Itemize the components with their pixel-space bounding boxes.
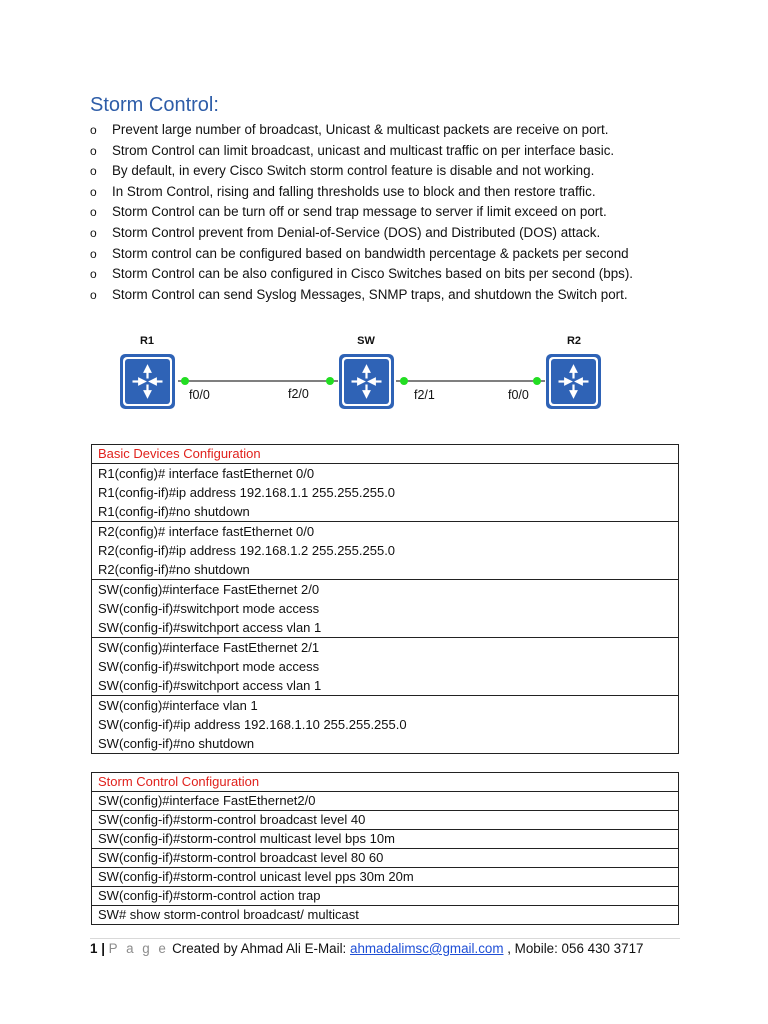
bullet-marker: o [90, 246, 97, 261]
page-footer [90, 941, 643, 956]
page-word: P a g e [108, 941, 169, 956]
bullet-marker: o [90, 205, 97, 220]
list-item: o Storm Control prevent from Denial-of-Service (DOS) and Distributed (DOS) attack. [90, 223, 710, 244]
device-label-r1: R1 [139, 335, 155, 347]
config-line: SW(config-if)#storm-control action trap [92, 887, 679, 906]
config-line: SW(config)#interface vlan 1 [98, 698, 258, 713]
table-header: Storm Control Configuration [92, 773, 679, 792]
config-line: SW(config)#interface FastEthernet 2/0 [98, 582, 320, 597]
port-label-sw-right: f2/1 [414, 388, 435, 402]
config-line: SW(config-if)#storm-control broadcast level 80 60 [92, 849, 679, 868]
config-line: R1(config-if)#ip address 192.168.1.1 255.255.255.0 [98, 485, 396, 500]
list-item: o In Strom Control, rising and falling thresholds use to block and then restore traffic. [90, 182, 710, 203]
basic-config-table [91, 444, 679, 754]
email-link[interactable]: ahmadalimsc@gmail.com [350, 941, 504, 956]
list-item: o Storm Control can be turn off or send trap message to server if limit exceed on port. [90, 202, 710, 223]
config-line: SW(config-if)#switchport access vlan 1 [98, 678, 322, 693]
page-number: 1 [90, 941, 98, 956]
config-group [92, 522, 679, 580]
config-line: SW(config-if)#storm-control multicast level bps 10m [92, 830, 679, 849]
config-line: SW# show storm-control broadcast/ multicast [92, 906, 679, 925]
bullet-marker: o [90, 143, 97, 158]
config-line: R2(config-if)#no shutdown [98, 562, 250, 577]
config-line: SW(config-if)#switchport mode access [98, 601, 320, 616]
config-line: SW(config)#interface FastEthernet 2/1 [98, 640, 320, 655]
config-line: R1(config-if)#no shutdown [98, 504, 250, 519]
config-line: SW(config)#interface FastEthernet2/0 [92, 792, 679, 811]
bullet-marker: o [90, 123, 97, 137]
network-topology-diagram [0, 325, 768, 425]
list-item: o Storm control can be configured based on bandwidth percentage & packets per second [90, 244, 710, 265]
bullet-marker: o [90, 225, 97, 240]
list-item: o Strom Control can limit broadcast, unicast and multicast traffic on per interface basic. [90, 141, 710, 162]
config-line: SW(config-if)#storm-control unicast level pps 30m 20m [92, 868, 679, 887]
config-group [92, 696, 679, 754]
config-line: SW(config-if)#ip address 192.168.1.10 255.255.255.0 [98, 717, 407, 732]
config-group [92, 580, 679, 638]
config-line: SW(config-if)#no shutdown [98, 736, 255, 751]
storm-config-table [91, 772, 679, 925]
list-item: o Storm Control can be also configured in Cisco Switches based on bits per second (bps). [90, 264, 710, 285]
port-label-r2: f0/0 [508, 388, 529, 402]
bullet-list [90, 120, 710, 305]
router-r1-icon[interactable] [120, 354, 175, 409]
bullet-marker: o [90, 287, 97, 302]
config-line: SW(config-if)#storm-control broadcast level 40 [92, 811, 679, 830]
footer-divider [90, 938, 680, 939]
device-label-r2: R2 [566, 335, 582, 347]
config-line: SW(config-if)#switchport mode access [98, 659, 320, 674]
page-title: Storm Control: [90, 94, 219, 116]
device-label-sw: SW [357, 335, 375, 347]
bullet-marker: o [90, 267, 97, 282]
port-label-r1: f0/0 [189, 388, 210, 402]
port-dot-sw-left [326, 377, 334, 385]
footer-credit: Created by Ahmad Ali E-Mail: [172, 941, 347, 956]
port-dot-r1 [181, 377, 189, 385]
list-item: o Prevent large number of broadcast, Unicast & multicast packets are receive on port. [90, 120, 710, 141]
router-r2-icon[interactable] [546, 354, 601, 409]
list-item: o By default, in every Cisco Switch storm control feature is disable and not working. [90, 161, 710, 182]
port-label-sw-left: f2/0 [288, 387, 309, 401]
bullet-marker: o [90, 164, 97, 179]
config-group [92, 638, 679, 696]
bullet-marker: o [90, 184, 97, 199]
switch-sw-icon[interactable] [339, 354, 394, 409]
table-header: Basic Devices Configuration [92, 445, 679, 464]
footer-mobile: , Mobile: 056 430 3717 [507, 941, 644, 956]
port-dot-sw-right [400, 377, 408, 385]
config-line: R2(config)# interface fastEthernet 0/0 [98, 524, 315, 539]
config-group [92, 464, 679, 522]
config-line: R1(config)# interface fastEthernet 0/0 [98, 466, 315, 481]
footer-separator: | [101, 941, 105, 956]
list-item: o Storm Control can send Syslog Messages, SNMP traps, and shutdown the Switch port. [90, 285, 710, 306]
config-line: R2(config-if)#ip address 192.168.1.2 255.255.255.0 [98, 543, 396, 558]
port-dot-r2 [533, 377, 541, 385]
config-line: SW(config-if)#switchport access vlan 1 [98, 620, 322, 635]
